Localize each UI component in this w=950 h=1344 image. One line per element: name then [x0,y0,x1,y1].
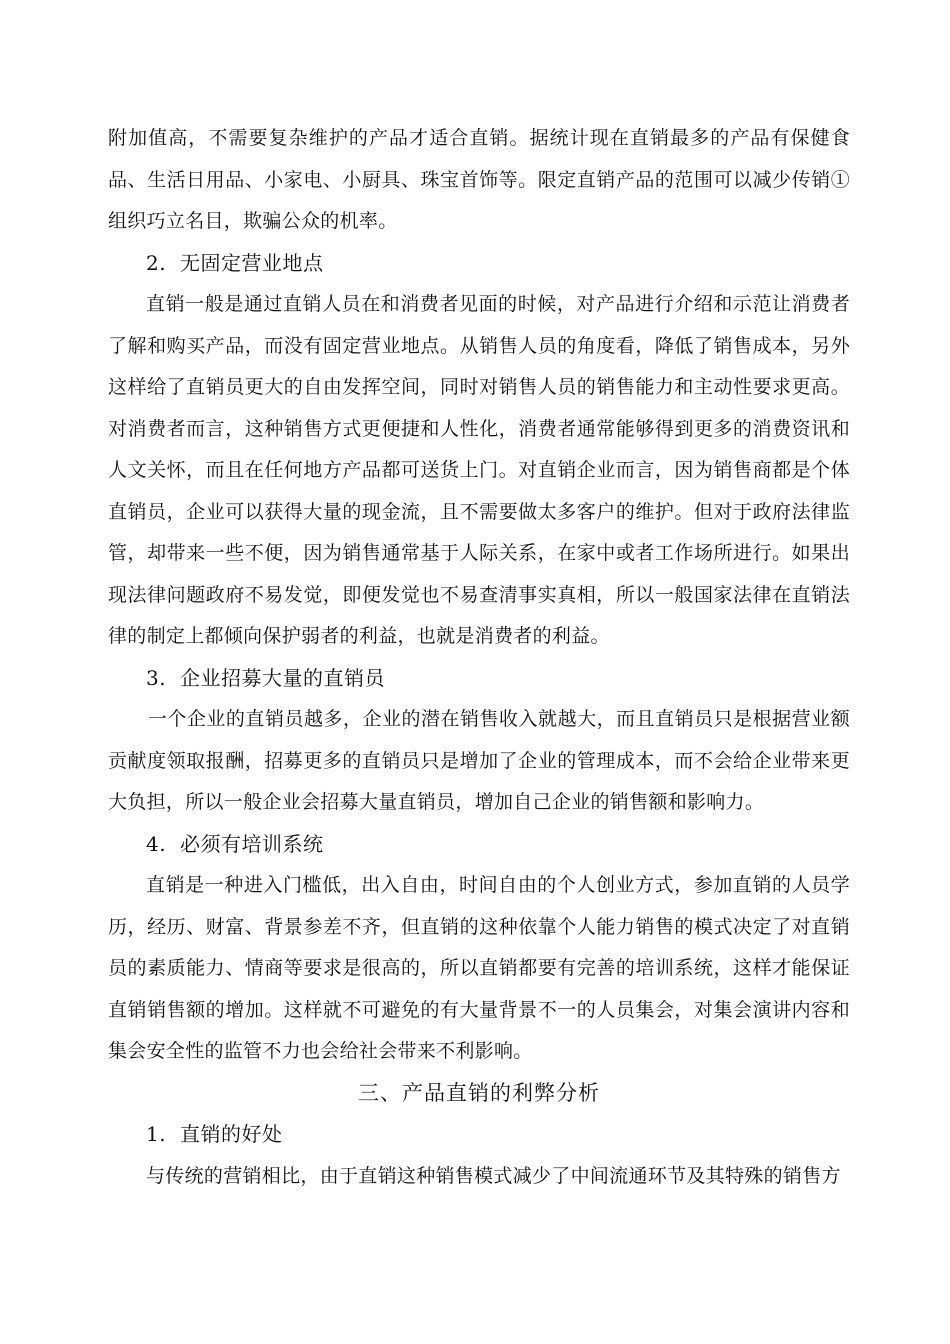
heading-number: 1. [146,1122,167,1146]
heading-training-system [108,824,850,866]
paragraph-product-scope: 附加值高，不需要复杂维护的产品才适合直销。据统计现在直销最多的产品有保健食品、生活日用品、小家电、小厨具、珠宝首饰等。限定直销产品的范围可以减少传销①组织巧立名目，欺骗公众的机率。 [108,127,850,232]
heading-text: 直销的好处 [180,1122,283,1146]
section-title-pros-cons: 三、产品直销的利弊分析 [358,1080,600,1105]
paragraph-training-system: 直销是一种进入门槛低，出入自由，时间自由的个人创业方式，参加直销的人员学历，经历、财富、背景参差不齐，但直销的这种依靠个人能力销售的模式决定了对直销员的素质能力、情商等要求是很高的，所以直销都要有完善的培训系统，这样才能保证直销销售额的增加。这样就不可避免的有大量背景不一的人员集会，对集会演讲内容和集会安全性的监管不力也会给社会带来不利影响。 [108,874,850,1062]
heading-text: 企业招募大量的直销员 [180,665,385,690]
heading-no-fixed-location [108,243,850,285]
paragraph-no-fixed-location: 直销一般是通过直销人员在和消费者见面的时候，对产品进行介绍和示范让消费者了解和购买产品，而没有固定营业地点。从销售人员的角度看，降低了销售成本，另外这样给了直销员更大的自由发挥空间，同时对销售人员的销售能力和主动性要求更高。对消费者而言，这种销售方式更便捷和人性化，消费者通常能够得到更多的消费资讯和人文关怀，而且在任何地方产品都可送货上门。对直销企业而言，因为销售商都是个体直销员，企业可以获得大量的现金流，且不需要做太多客户的维护。但对于政府法律监管，却带来一些不便，因为销售通常基于人际关系，在家中或者工作场所进行。如果出现法律问题政府不易发觉，即便发觉也不易查清事实真相，所以一般国家法律在直销法律的制定上都倾向保护弱者的利益，也就是消费者的利益。 [108,293,850,647]
heading-text: 无固定营业地点 [180,250,324,275]
heading-number: 2. [146,250,167,275]
heading-number: 4. [146,831,167,856]
heading-benefits [108,1114,850,1156]
paragraph-benefits: 与传统的营销相比，由于直销这种销售模式减少了中间流通环节及其特殊的销售方 [146,1164,841,1187]
heading-number: 3. [146,665,167,690]
heading-recruit-sellers [108,658,850,700]
heading-text: 必须有培训系统 [180,831,324,856]
document-body [108,118,850,1197]
paragraph-recruit-sellers: 一个企业的直销员越多，企业的潜在销售收入就越大，而且直销员只是根据营业额贡献度领取报酬，招募更多的直销员只是增加了企业的管理成本，而不会给企业带来更大负担，所以一般企业会招募大量直销员，增加自己企业的销售额和影响力。 [108,708,850,813]
